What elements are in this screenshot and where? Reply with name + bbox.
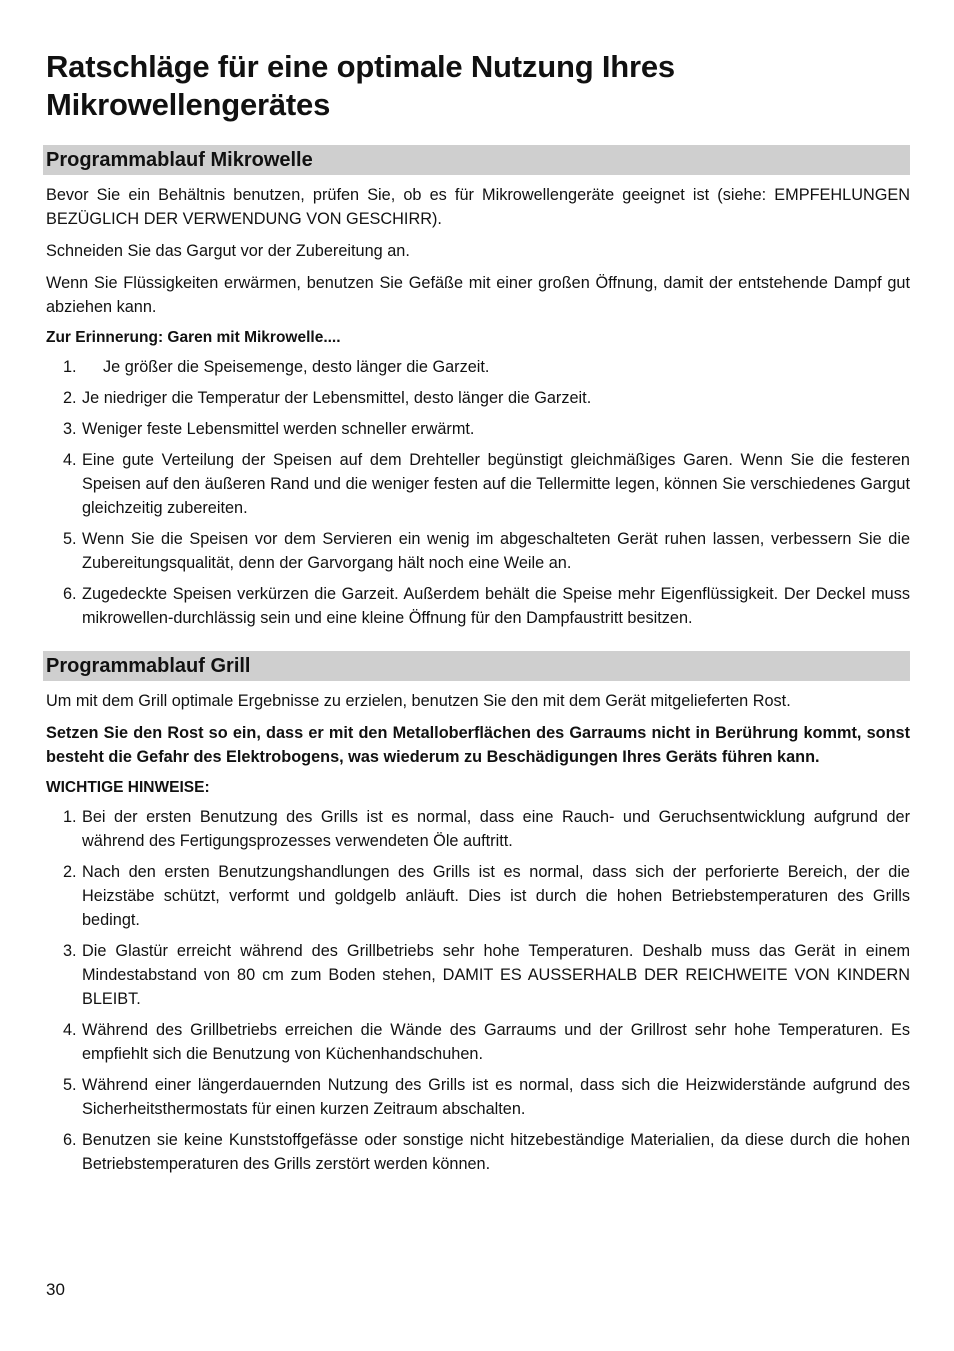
list-number: 5. <box>63 530 77 548</box>
paragraph: Wenn Sie Flüssigkeiten erwärmen, benutzen Sie Gefäße mit einer großen Öffnung, damit der entstehende Dampf gut abziehen kann. <box>46 274 910 316</box>
list-text: Während einer längerdauernden Nutzung des Grills ist es normal, dass sich die Heizwiderstände aufgrund des Sicherheitsthermostats für einen kurzen Zeitraum abschalten. <box>82 1076 910 1118</box>
list-text: Nach den ersten Benutzungshandlungen des Grills ist es normal, dass sich der perforierte Bereich, der die Heizstäbe schützt, verformt und goldgelb anläuft. Dies ist durch die hohen Betriebstemperaturen des Grills bedingt. <box>82 863 910 929</box>
list-text: Weniger feste Lebensmittel werden schneller erwärmt. <box>82 420 475 438</box>
list-text: Die Glastür erreicht während des Grillbetriebs sehr hohe Temperaturen. Deshalb muss das Gerät in einem Mindestabstand von 80 cm zum Boden stehen, DAMIT ES AUSSERHALB DER REICHWEITE VON KINDERN BLEIBT. <box>82 942 910 1008</box>
list-number: 2. <box>63 389 77 407</box>
page-number: 30 <box>46 1280 65 1299</box>
list-number: 2. <box>63 863 77 881</box>
list-item <box>46 527 910 575</box>
list-item <box>46 1073 910 1121</box>
list-item <box>46 417 910 441</box>
list-text: Bei der ersten Benutzung des Grills ist es normal, dass eine Rauch- und Geruchsentwicklung aufgrund der während des Fertigungsprozesses verwendeten Öle auftritt. <box>82 808 910 850</box>
important-notes-list <box>46 805 910 1176</box>
list-number: 1. <box>63 808 77 826</box>
subheading-reminder: Zur Erinnerung: Garen mit Mikrowelle.... <box>46 329 341 346</box>
subheading-important-notes: WICHTIGE HINWEISE: <box>46 779 210 796</box>
list-text: Wenn Sie die Speisen vor dem Servieren ein wenig im abgeschalteten Gerät ruhen lassen, verbessern Sie die Zubereitungsqualität, denn der Garvorgang hält noch eine Weile an. <box>82 530 910 572</box>
reminder-list <box>46 355 910 630</box>
list-item <box>46 386 910 410</box>
list-text: Je größer die Speisemenge, desto länger die Garzeit. <box>103 358 490 376</box>
list-number: 3. <box>63 420 77 438</box>
list-number: 6. <box>63 1131 77 1149</box>
list-item <box>46 448 910 520</box>
section-heading-mikrowelle: Programmablauf Mikrowelle <box>43 145 910 175</box>
list-text: Je niedriger die Temperatur der Lebensmittel, desto länger die Garzeit. <box>82 389 592 407</box>
list-number: 6. <box>63 585 77 603</box>
list-number: 1. <box>63 358 77 376</box>
list-item <box>46 355 910 379</box>
list-item <box>46 860 910 932</box>
paragraph: Schneiden Sie das Gargut vor der Zubereitung an. <box>46 242 410 260</box>
list-number: 3. <box>63 942 77 960</box>
document-page <box>46 48 910 1183</box>
section-heading-grill: Programmablauf Grill <box>43 651 910 681</box>
paragraph: Um mit dem Grill optimale Ergebnisse zu erzielen, benutzen Sie den mit dem Gerät mitgelieferten Rost. <box>46 692 791 710</box>
list-item <box>46 582 910 630</box>
list-item <box>46 1018 910 1066</box>
list-item <box>46 939 910 1011</box>
list-text: Eine gute Verteilung der Speisen auf dem Drehteller begünstigt gleichmäßiges Garen. Wenn Sie die festeren Speisen auf den äußeren Rand und die weniger festen auf die Tellermitte legen, können Sie verschiedenes Gargut gleichzeitig zubereiten. <box>82 451 910 517</box>
list-item <box>46 805 910 853</box>
section-spacer <box>46 637 910 651</box>
warning-paragraph: Setzen Sie den Rost so ein, dass er mit den Metalloberflächen des Garraums nicht in Berührung kommt, sonst besteht die Gefahr des Elektrobogens, was wiederum zu Beschädigungen Ihres Geräts führen kann. <box>46 724 910 766</box>
list-text: Zugedeckte Speisen verkürzen die Garzeit. Außerdem behält die Speise mehr Eigenflüssigkeit. Der Deckel muss mikrowellen-durchlässig sein und eine kleine Öffnung für den Dampfaustritt besitzen. <box>82 585 910 627</box>
list-text: Benutzen sie keine Kunststoffgefässe oder sonstige nicht hitzebeständige Materialien, da diese durch die hohen Betriebstemperaturen des Grills zerstört werden können. <box>82 1131 910 1173</box>
list-item <box>46 1128 910 1176</box>
paragraph: Bevor Sie ein Behältnis benutzen, prüfen Sie, ob es für Mikrowellengeräte geeignet ist (siehe: EMPFEHLUNGEN BEZÜGLICH DER VERWENDUNG VON GESCHIRR). <box>46 186 910 228</box>
list-number: 4. <box>63 1021 77 1039</box>
page-title: Ratschläge für eine optimale Nutzung Ihres Mikrowellengerätes <box>46 49 675 122</box>
list-text: Während des Grillbetriebs erreichen die Wände des Garraums und der Grillrost sehr hohe Temperaturen. Es empfiehlt sich die Benutzung von Küchenhandschuhen. <box>82 1021 910 1063</box>
list-number: 4. <box>63 451 77 469</box>
list-number: 5. <box>63 1076 77 1094</box>
